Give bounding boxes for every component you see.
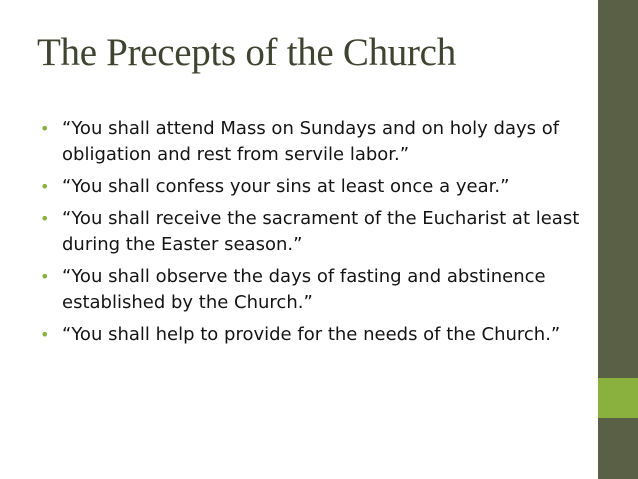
slide-title: The Precepts of the Church [37,31,456,74]
bullet-text: “You shall observe the days of fasting and abstinence established by the Church.” [62,266,546,313]
bullet-list [40,116,580,354]
bullet-icon: • [40,209,50,228]
list-item [40,264,580,316]
bullet-text: “You shall confess your sins at least once a year.” [62,176,510,197]
list-item [40,116,580,168]
accent-block [598,378,638,418]
list-item [40,206,580,258]
list-item [40,174,580,200]
bullet-text: “You shall attend Mass on Sundays and on holy days of obligation and rest from servile labor.” [62,118,560,165]
list-item [40,322,580,348]
bullet-icon: • [40,119,50,138]
bullet-icon: • [40,267,50,286]
bullet-icon: • [40,325,50,344]
side-bar [598,0,638,479]
bullet-text: “You shall receive the sacrament of the Eucharist at least during the Easter season.” [62,208,580,255]
bullet-icon: • [40,177,50,196]
bullet-text: “You shall help to provide for the needs of the Church.” [62,324,561,345]
